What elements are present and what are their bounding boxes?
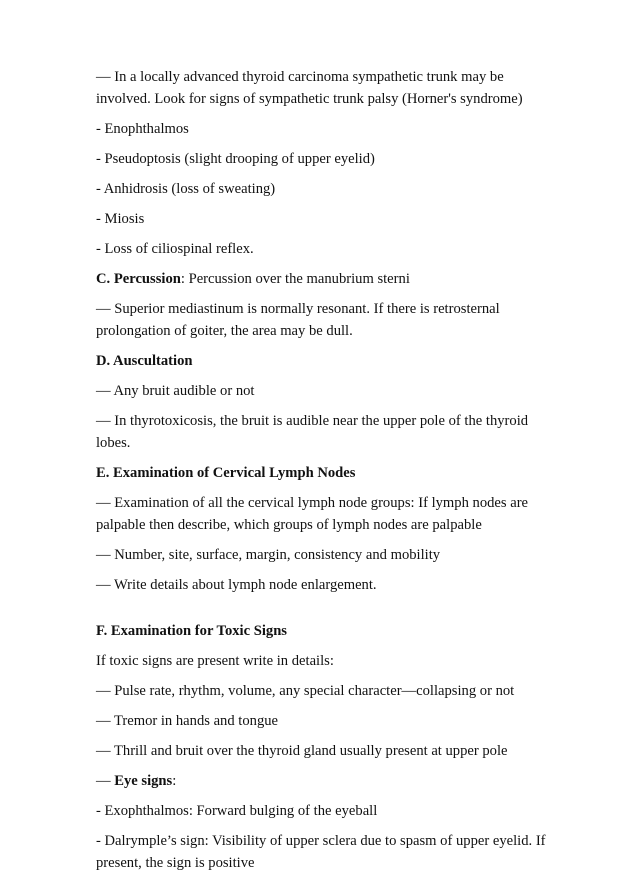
paragraph-text: If toxic signs are present write in details: <box>96 653 334 669</box>
paragraph <box>96 650 556 672</box>
dash-bullet: — <box>96 713 111 729</box>
paragraph <box>96 178 556 200</box>
dash-bullet: — <box>96 495 111 511</box>
item-label: Eye signs <box>114 773 173 789</box>
dash-item <box>96 492 556 536</box>
dash-item <box>96 66 556 110</box>
paragraph-text: - Pseudoptosis (slight drooping of upper eyelid) <box>96 151 375 167</box>
paragraph-text: - Dalrymple’s sign: Visibility of upper sclera due to spasm of upper eyelid. If present, the sign is positive <box>96 833 546 871</box>
paragraph <box>96 800 556 822</box>
dash-bullet: — <box>96 683 111 699</box>
item-text: Any bruit audible or not <box>113 383 255 399</box>
heading-text: D. Auscultation <box>96 353 193 369</box>
item-text: Number, site, surface, margin, consistency and mobility <box>114 547 441 563</box>
paragraph <box>96 830 556 874</box>
paragraph <box>96 238 556 260</box>
dash-item <box>96 574 556 596</box>
dash-item <box>96 770 556 792</box>
paragraph <box>96 118 556 140</box>
dash-bullet: — <box>96 301 111 317</box>
paragraph-text: - Enophthalmos <box>96 121 189 137</box>
heading-text: F. Examination for Toxic Signs <box>96 623 287 639</box>
item-text: Thrill and bruit over the thyroid gland usually present at upper pole <box>113 743 508 759</box>
paragraph <box>96 148 556 170</box>
paragraph <box>96 208 556 230</box>
paragraph-text: - Exophthalmos: Forward bulging of the eyeball <box>96 803 378 819</box>
dash-bullet: — <box>96 577 111 593</box>
section-heading <box>96 462 556 484</box>
labeled-paragraph <box>96 268 556 290</box>
dash-item <box>96 410 556 454</box>
dash-bullet: — <box>96 547 111 563</box>
item-text: Examination of all the cervical lymph node groups: If lymph nodes are palpable then describe, which groups of lymph nodes are palpable <box>96 495 529 533</box>
paragraph-text: - Miosis <box>96 211 145 227</box>
item-text: In thyrotoxicosis, the bruit is audible near the upper pole of the thyroid lobes. <box>96 413 529 451</box>
dash-item <box>96 680 556 702</box>
section-heading <box>96 620 556 642</box>
dash-bullet: — <box>96 773 111 789</box>
dash-item <box>96 710 556 732</box>
dash-item <box>96 740 556 762</box>
document-page <box>96 66 556 882</box>
item-text: Superior mediastinum is normally resonant. If there is retrosternal prolongation of goiter, the area may be dull. <box>96 301 500 339</box>
heading-text: E. Examination of Cervical Lymph Nodes <box>96 465 356 481</box>
paragraph-text: - Anhidrosis (loss of sweating) <box>96 181 276 197</box>
paragraph-text: : Percussion over the manubrium sterni <box>180 271 410 287</box>
paragraph-label: C. Percussion <box>96 271 181 287</box>
dash-item <box>96 544 556 566</box>
section-heading <box>96 350 556 372</box>
dash-bullet: — <box>96 383 111 399</box>
item-text: In a locally advanced thyroid carcinoma sympathetic trunk may be involved. Look for signs of sympathetic trunk palsy (Horner's syndrome) <box>96 69 523 107</box>
dash-bullet: — <box>96 413 111 429</box>
paragraph-text: - Loss of ciliospinal reflex. <box>96 241 254 257</box>
item-text: Pulse rate, rhythm, volume, any special character—collapsing or not <box>114 683 515 699</box>
item-text: Write details about lymph node enlargement. <box>113 577 377 593</box>
item-text: Tremor in hands and tongue <box>113 713 279 729</box>
item-text: : <box>172 773 177 789</box>
dash-bullet: — <box>96 69 111 85</box>
dash-bullet: — <box>96 743 111 759</box>
dash-item <box>96 380 556 402</box>
dash-item <box>96 298 556 342</box>
